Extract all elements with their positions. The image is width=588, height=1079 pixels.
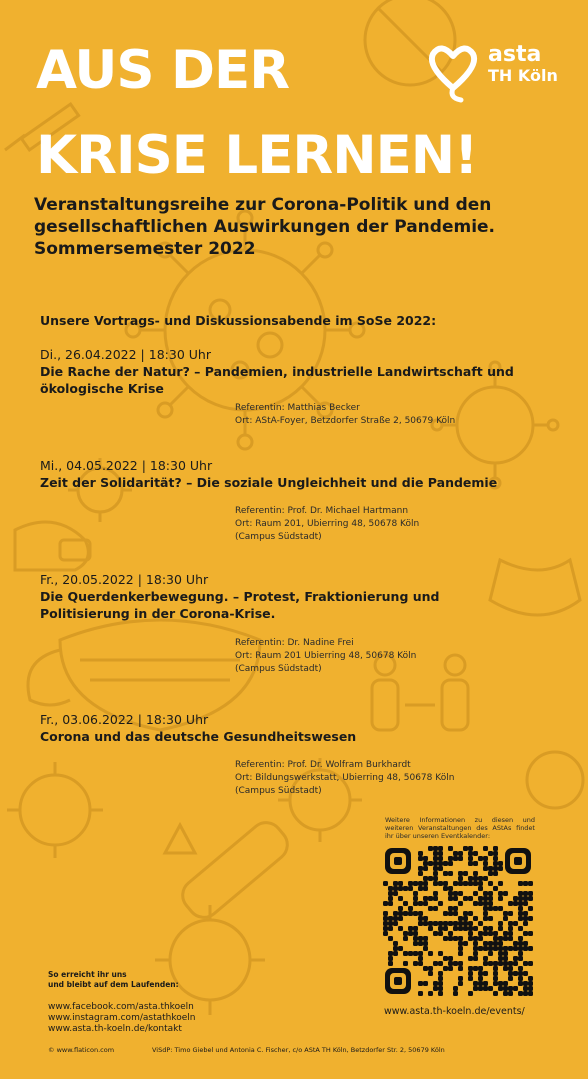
event-speaker: Referentin: Prof. Dr. Wolfram Burkhardt — [235, 760, 411, 770]
event-title — [40, 474, 560, 491]
event-location-extra: (Campus Südstadt) — [235, 664, 322, 674]
headline-line-2: KRISE LERNEN! — [36, 125, 478, 186]
event-item — [40, 711, 560, 798]
event-title — [40, 588, 560, 622]
event-speaker: Referentin: Dr. Nadine Frei — [235, 638, 354, 648]
event-location-extra: (Campus Südstadt) — [235, 786, 322, 796]
event-location-extra: (Campus Südstadt) — [235, 532, 322, 542]
headline-line-1: AUS DER — [36, 40, 290, 101]
subtitle-line-1: Veranstaltungsreihe zur Corona-Politik und den — [34, 195, 492, 215]
event-speaker: Referentin: Matthias Becker — [235, 403, 360, 413]
event-item — [40, 346, 560, 428]
contact-intro-line: und bleibt auf dem Laufenden: — [48, 980, 179, 989]
subtitle-line-3: Sommersemester 2022 — [34, 239, 256, 259]
event-details — [235, 505, 560, 544]
event-date: Fr., 03.06.2022 | 18:30 Uhr — [40, 712, 209, 727]
event-details — [235, 637, 560, 676]
event-title-line: Zeit der Solidarität? – Die soziale Ungleichheit und die Pandemie — [40, 475, 498, 490]
event-title — [40, 363, 560, 397]
event-title-line: ökologische Krise — [40, 381, 164, 396]
event-date: Fr., 20.05.2022 | 18:30 Uhr — [40, 572, 209, 587]
event-location: Ort: Raum 201, Ubierring 48, 50678 Köln — [235, 519, 420, 529]
event-details — [235, 759, 560, 798]
event-title-line: Die Rache der Natur? – Pandemien, industrielle Landwirtschaft und — [40, 364, 514, 379]
flaticon-credit: © www.flaticon.com — [48, 1046, 115, 1054]
event-location: Ort: Bildungswerkstatt, Ubierring 48, 50678 Köln — [235, 773, 455, 783]
event-title — [40, 728, 560, 745]
subtitle — [34, 194, 564, 260]
instagram-link[interactable]: www.instagram.com/astathkoeln — [48, 1013, 196, 1023]
event-location: Ort: AStA-Foyer, Betzdorfer Straße 2, 50679 Köln — [235, 416, 456, 426]
events-intro: Unsere Vortrags- und Diskussionsabende im SoSe 2022: — [40, 313, 437, 328]
event-date: Mi., 04.05.2022 | 18:30 Uhr — [40, 458, 213, 473]
warning-icon — [165, 825, 195, 853]
visdp-credit: ViSdP: Timo Giebel und Antonia C. Fischer, c/o AStA TH Köln, Betzdorfer Str. 2, 50679 Köln — [152, 1046, 445, 1054]
event-location: Ort: Raum 201 Ubierring 48, 50678 Köln — [235, 651, 417, 661]
contact-intro — [48, 970, 179, 990]
subtitle-line-2: gesellschaftlichen Auswirkungen der Pandemie. — [34, 217, 496, 237]
qr-code[interactable] — [383, 846, 533, 996]
event-title-line: Die Querdenkerbewegung. – Protest, Fraktionierung und — [40, 589, 440, 604]
asta-logo — [488, 44, 558, 84]
contact-links — [48, 1002, 196, 1035]
logo-sub: TH Köln — [488, 66, 558, 85]
event-item — [40, 457, 560, 544]
event-speaker: Referentin: Prof. Dr. Michael Hartmann — [235, 506, 409, 516]
event-item — [40, 571, 560, 676]
test-kit-icon — [176, 816, 294, 924]
contact-page-link[interactable]: www.asta.th-koeln.de/kontakt — [48, 1024, 182, 1034]
event-date: Di., 26.04.2022 | 18:30 Uhr — [40, 347, 211, 362]
event-title-line: Corona und das deutsche Gesundheitswesen — [40, 729, 357, 744]
contact-intro-line: So erreicht ihr uns — [48, 970, 127, 979]
qr-info-text: Weitere Informationen zu diesen und weiteren Veranstaltungen des AStAs findet ihr über unseren Eventkalender: — [385, 816, 535, 840]
facebook-link[interactable]: www.facebook.com/asta.thkoeln — [48, 1002, 194, 1012]
logo-name: asta — [488, 42, 542, 67]
events-calendar-link[interactable]: www.asta.th-koeln.de/events/ — [384, 1006, 525, 1017]
event-details — [235, 402, 560, 428]
virus-icon — [155, 905, 265, 1015]
event-title-line: Politisierung in der Corona-Krise. — [40, 606, 276, 621]
